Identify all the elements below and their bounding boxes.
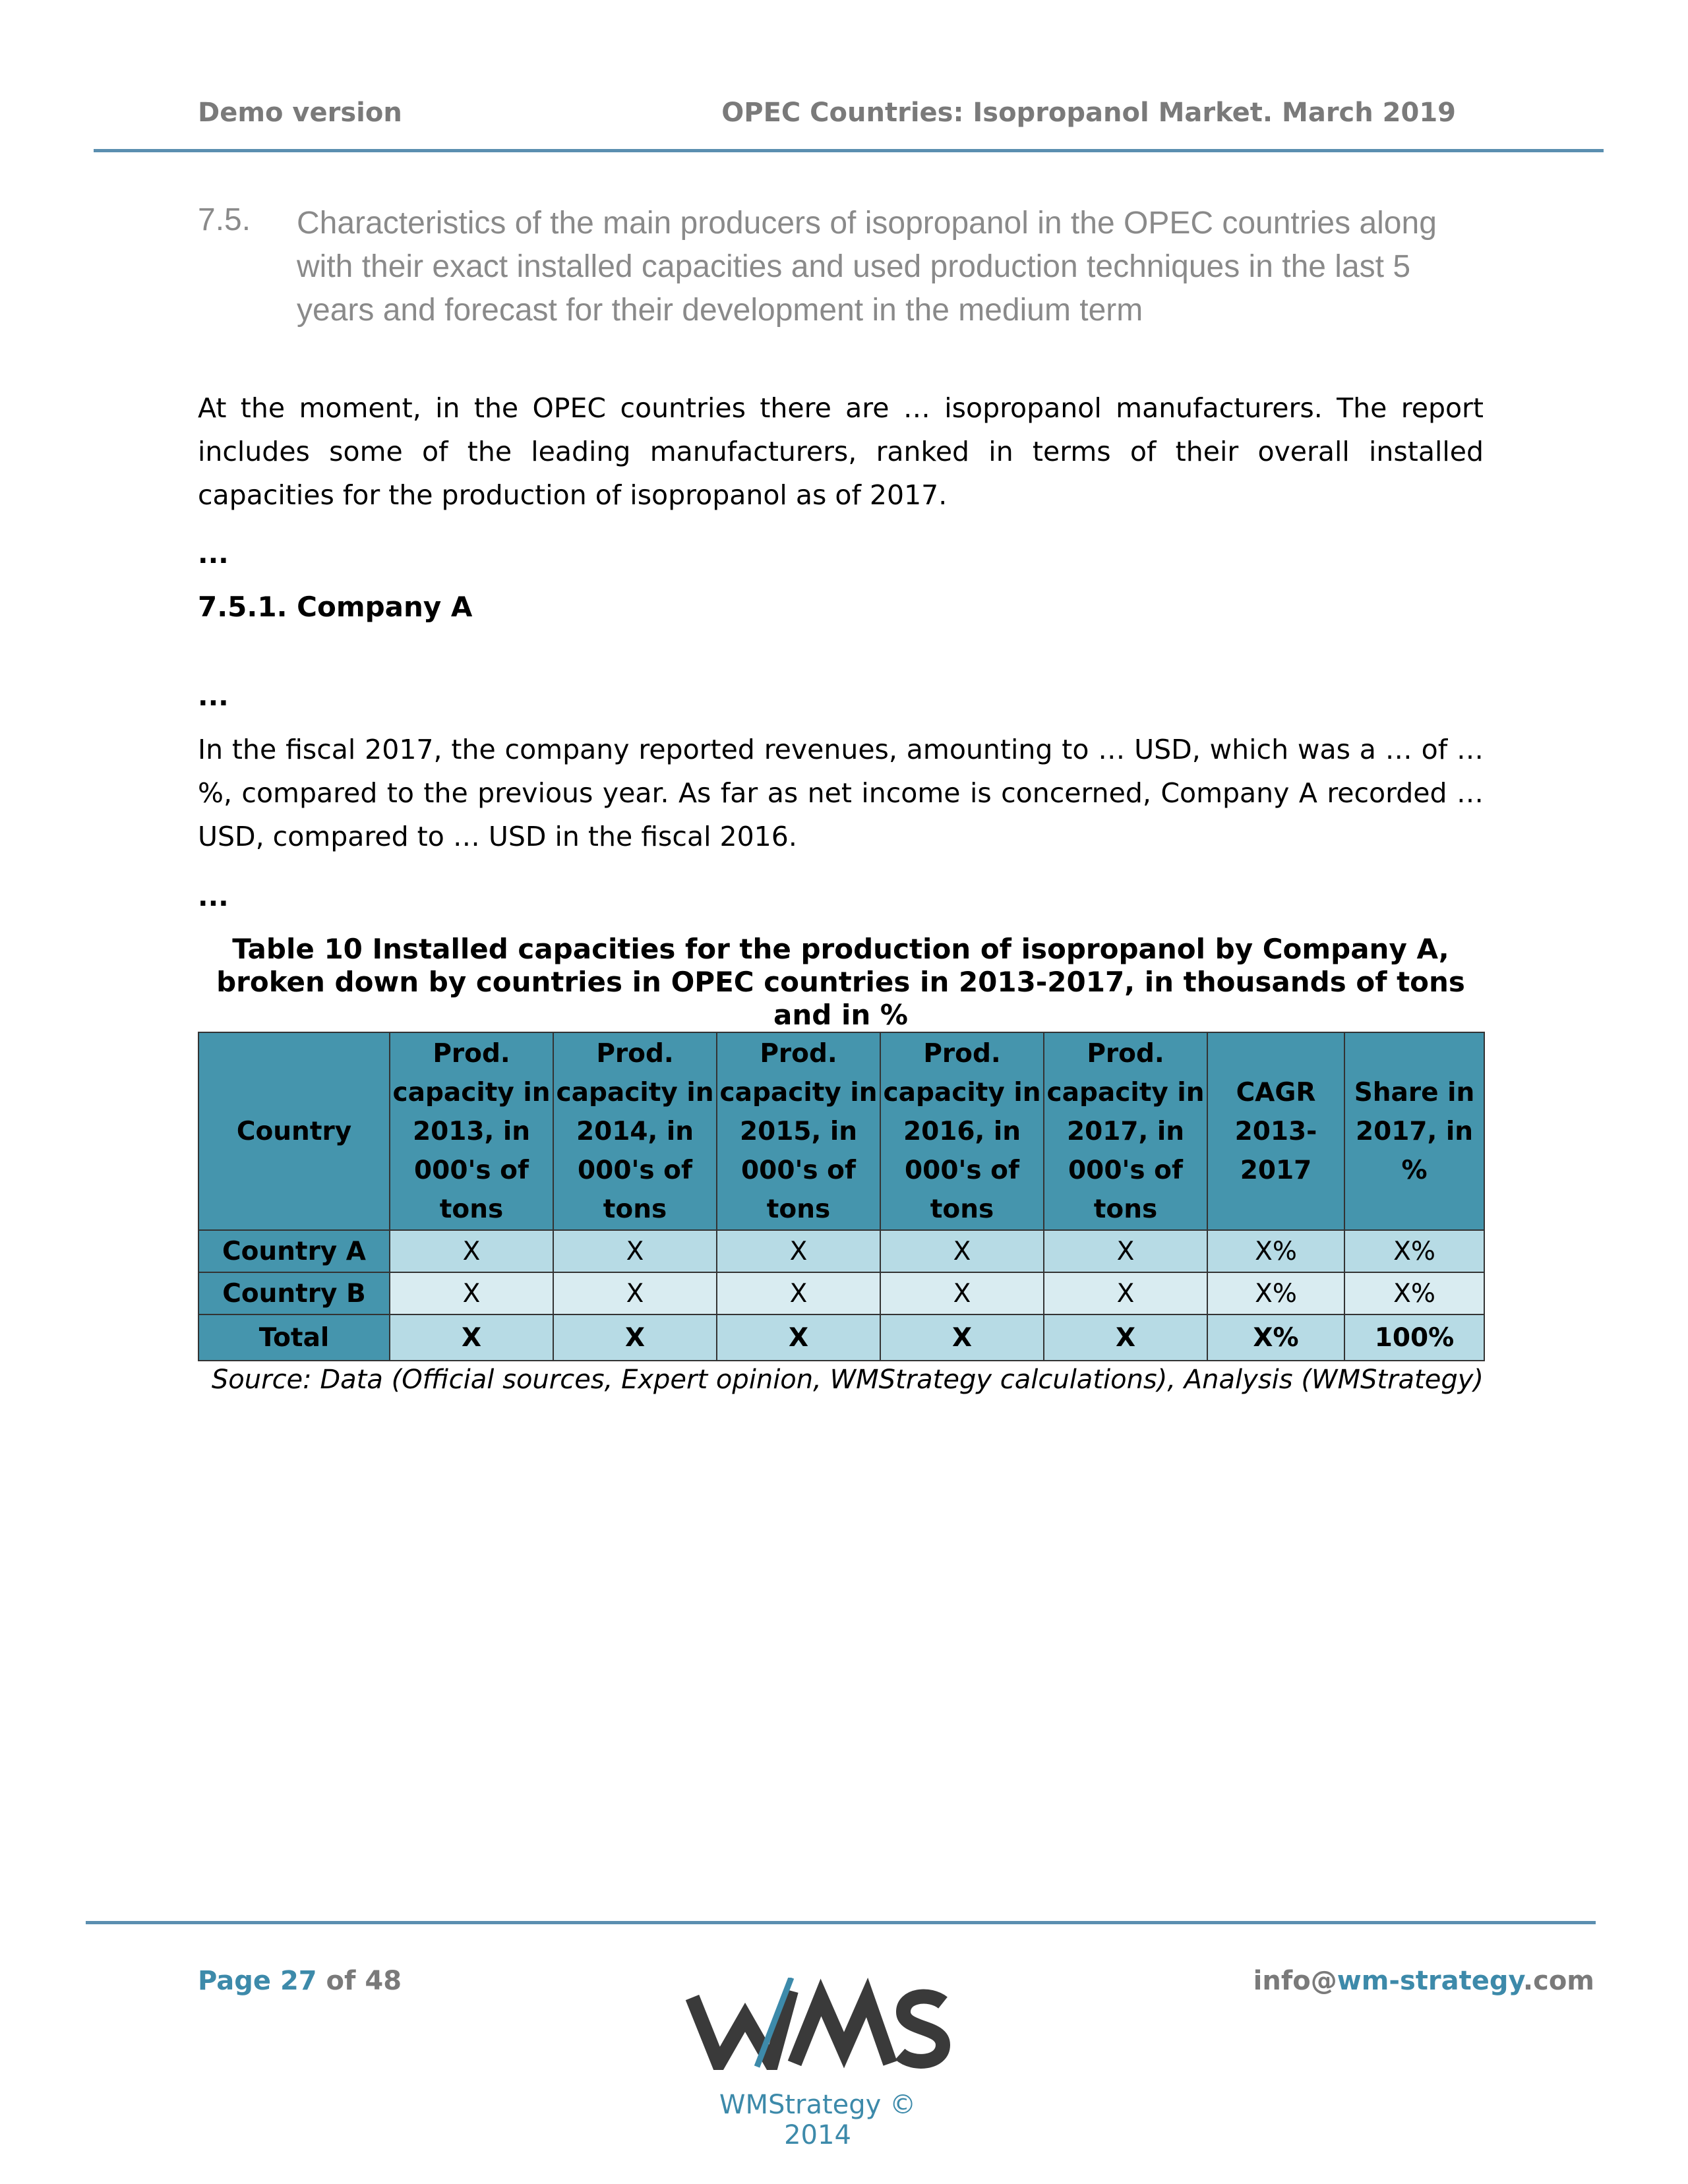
col-header-2014: Prod. capacity in 2014, in 000's of tons [553,1032,717,1230]
table-cell: X% [1207,1272,1344,1314]
revenue-paragraph: In the fiscal 2017, the company reported revenues, amounting to … USD, which was a … of …%, compared to the previous year. As far as net income is concerned, Company A recorded … USD, compared to … USD in the fiscal 2016. [198,734,1484,852]
row-label: Total [198,1314,390,1361]
intro-paragraph: At the moment, in the OPEC countries there are … isopropanol manufacturers. The report includes some of the leading manufacturers, ranked in terms of their overall installed capacities for the production of isopropanol as of 2017. [198,392,1484,511]
table-cell: X [390,1230,553,1272]
table-cell: X% [1207,1314,1344,1361]
table-cell: X [553,1230,717,1272]
contact-email[interactable] [1253,1966,1594,1996]
table-cell: X [1044,1272,1207,1314]
email-tld: .com [1522,1966,1594,1996]
table-row [198,1230,1484,1272]
table-cell: X [390,1272,553,1314]
col-header-2013: Prod. capacity in 2013, in 000's of tons [390,1032,553,1230]
wms-logo-icon [679,1978,956,2070]
page-label: Page [198,1966,271,1996]
table-cell: X [390,1314,553,1361]
table-cell: X% [1344,1230,1484,1272]
table-cell: X [880,1272,1044,1314]
table-cell: X [880,1230,1044,1272]
table-cell: X [1044,1314,1207,1361]
table-cell: X [553,1314,717,1361]
source-note: Source: Data (Official sources, Expert opinion, WMStrategy calculations), Analysis (WMStrategy) [211,1365,1484,1395]
ellipsis-3: ... [198,881,229,912]
table-cell: 100% [1344,1314,1484,1361]
header-report-title: OPEC Countries: Isopropanol Market. March 2019 [721,98,1456,128]
col-header-country: Country [198,1032,390,1230]
table-total-row [198,1314,1484,1361]
table-cell: X [1044,1230,1207,1272]
row-label: Country A [198,1230,390,1272]
table-cell: X% [1344,1272,1484,1314]
footer-divider [86,1921,1596,1924]
table-cell: X [717,1230,880,1272]
table-cell: X% [1207,1230,1344,1272]
ellipsis-2: ... [198,680,229,712]
page-current: 27 [280,1966,317,1996]
table-cell: X [880,1314,1044,1361]
table-header-row [198,1032,1484,1230]
subsection-heading: 7.5.1. Company A [198,591,473,623]
logo-caption: WMStrategy © 2014 [719,2090,917,2150]
header-divider [94,149,1604,152]
col-header-2017: Prod. capacity in 2017, in 000's of tons [1044,1032,1207,1230]
section-title: Characteristics of the main producers of isopropanol in the OPEC countries along with their exact installed capacities and used production techniques in the last 5 years and forecast for their development in the medium term [297,206,1437,328]
section-number: 7.5. [198,202,251,237]
email-user: info@ [1253,1966,1337,1996]
page-number [198,1966,402,1996]
email-domain: wm-strategy [1337,1966,1523,1996]
header-demo-label: Demo version [198,98,402,128]
row-label: Country B [198,1272,390,1314]
col-header-share: Share in 2017, in % [1344,1032,1484,1230]
col-header-cagr: CAGR 2013-2017 [1207,1032,1344,1230]
table-caption: Table 10 Installed capacities for the production of isopropanol by Company A, broken down by countries in OPEC countries in 2013-2017, in thousands of tons and in % [216,933,1465,1031]
table-cell: X [553,1272,717,1314]
capacity-table [198,1032,1485,1361]
table-cell: X [717,1272,880,1314]
table-row [198,1272,1484,1314]
ellipsis-1: ... [198,538,229,570]
table-cell: X [717,1314,880,1361]
col-header-2015: Prod. capacity in 2015, in 000's of tons [717,1032,880,1230]
page-total: of 48 [326,1966,402,1996]
col-header-2016: Prod. capacity in 2016, in 000's of tons [880,1032,1044,1230]
